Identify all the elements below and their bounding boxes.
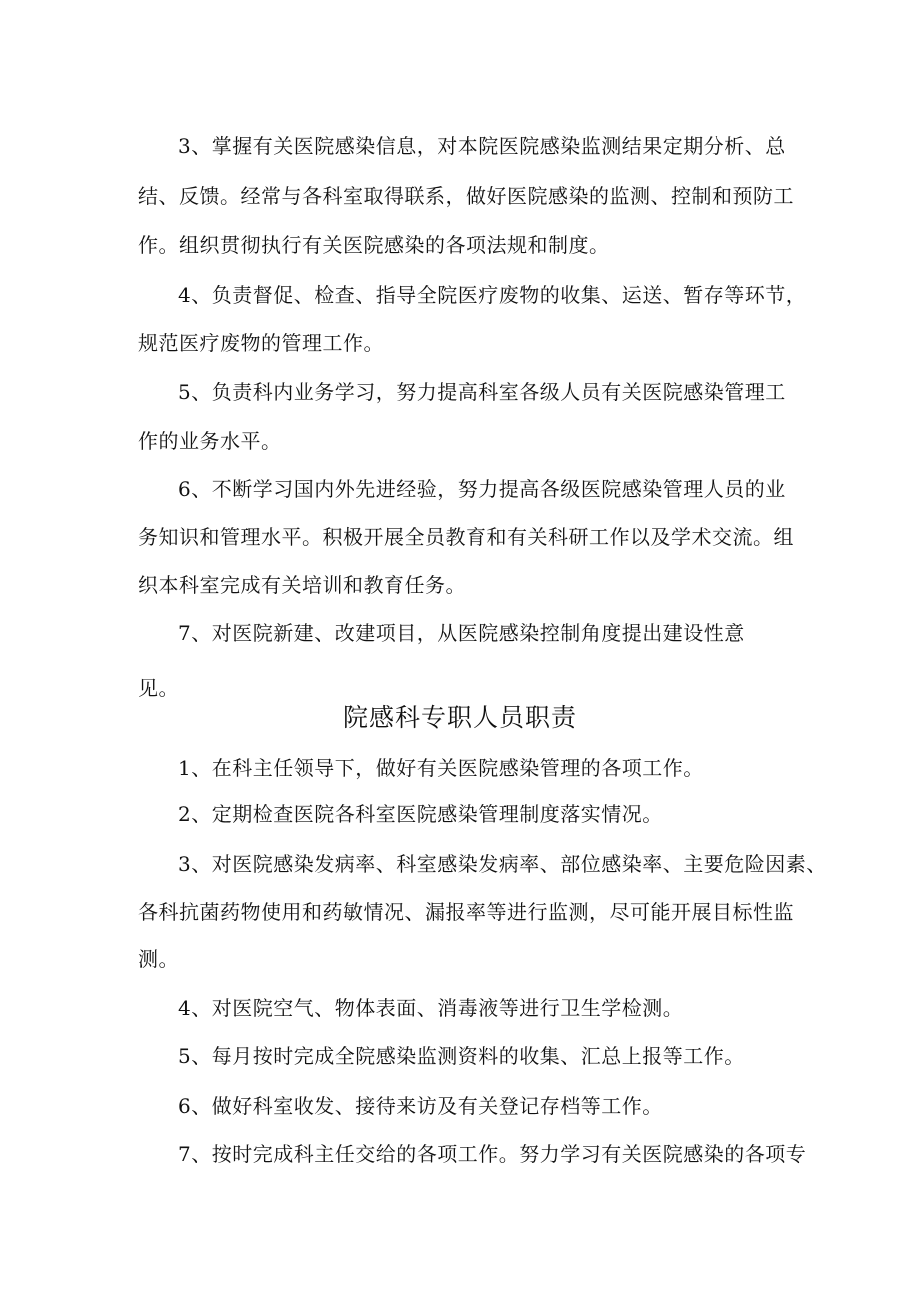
paragraph-3-line-2: 结、反馈。经常与各科室取得联系，做好医院感染的监测、控制和预防工 — [138, 184, 794, 208]
paragraph-6-line-2: 务知识和管理水平。积极开展全员教育和有关科研工作以及学术交流。组 — [138, 525, 794, 549]
paragraph-6-line-1: 6、不断学习国内外先进经验，努力提高各级医院感染管理人员的业 — [178, 477, 786, 501]
paragraph-7-line-1: 7、对医院新建、改建项目，从医院感染控制角度提出建设性意 — [178, 621, 745, 645]
section-title: 院感科专职人员职责 — [342, 703, 577, 732]
paragraph-5-line-2: 作的业务水平。 — [138, 429, 282, 453]
duty-item-2: 2、定期检查医院各科室医院感染管理制度落实情况。 — [178, 802, 663, 826]
duty-item-1: 1、在科主任领导下，做好有关医院感染管理的各项工作。 — [178, 756, 704, 780]
duty-item-3-line-2: 各科抗菌药物使用和药敏情况、漏报率等进行监测，尽可能开展目标性监 — [138, 900, 794, 924]
paragraph-7-line-2: 见。 — [138, 676, 179, 700]
paragraph-5-line-1: 5、负责科内业务学习，努力提高科室各级人员有关医院感染管理工 — [178, 380, 786, 404]
paragraph-3-line-3: 作。组织贯彻执行有关医院感染的各项法规和制度。 — [138, 233, 610, 257]
paragraph-3-line-1: 3、掌握有关医院感染信息，对本院医院感染监测结果定期分析、总 — [178, 134, 786, 158]
paragraph-4-line-2: 规范医疗废物的管理工作。 — [138, 331, 384, 355]
duty-item-3-line-1: 3、对医院感染发病率、科室感染发病率、部位感染率、主要危险因素、 — [178, 852, 827, 876]
duty-item-5: 5、每月按时完成全院感染监测资料的收集、汇总上报等工作。 — [178, 1044, 745, 1068]
duty-item-4: 4、对医院空气、物体表面、消毒液等进行卫生学检测。 — [178, 996, 684, 1020]
duty-item-7: 7、按时完成科主任交给的各项工作。努力学习有关医院感染的各项专 — [178, 1142, 807, 1166]
paragraph-6-line-3: 织本科室完成有关培训和教育任务。 — [138, 573, 466, 597]
paragraph-4-line-1: 4、负责督促、检查、指导全院医疗废物的收集、运送、暂存等环节， — [178, 283, 807, 307]
duty-item-3-line-3: 测。 — [138, 947, 179, 971]
duty-item-6: 6、做好科室收发、接待来访及有关登记存档等工作。 — [178, 1094, 663, 1118]
